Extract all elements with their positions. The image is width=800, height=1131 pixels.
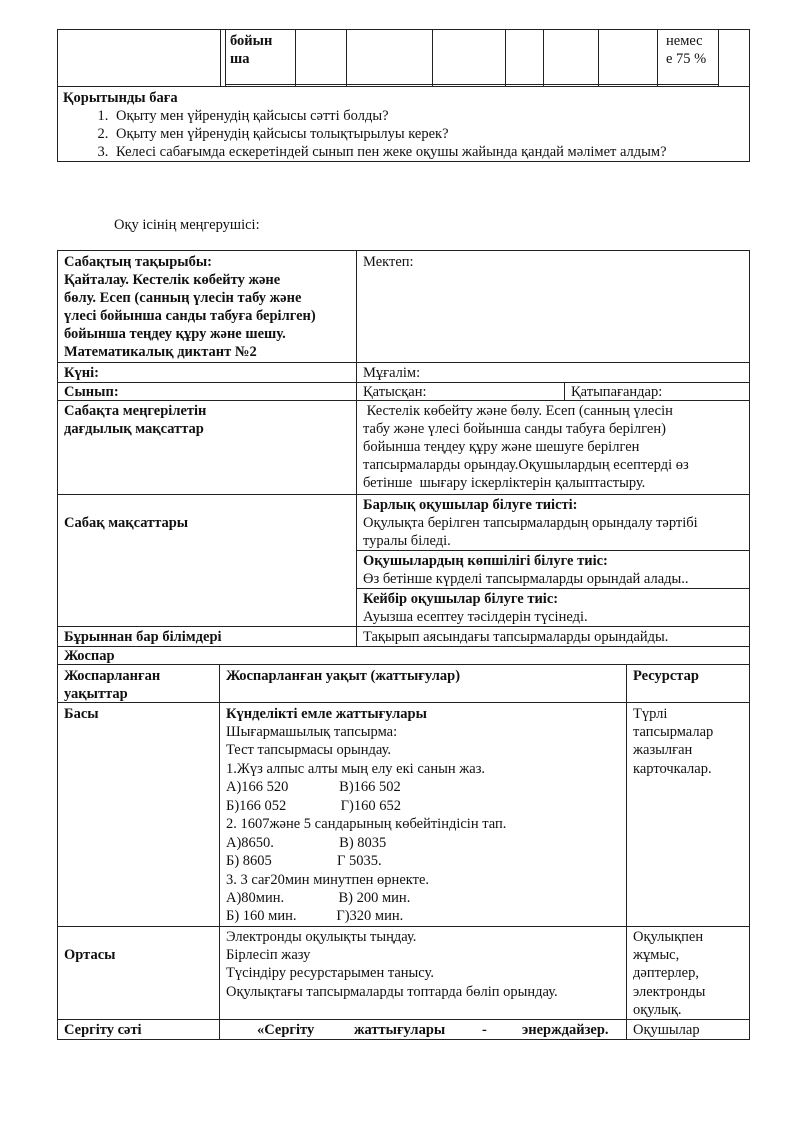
plan-col-exercises: Жоспарланған уақыт (жаттығулар) [226, 668, 461, 684]
topic-line: бойынша теңдеу құру және шешу. [64, 326, 286, 342]
goals-some-title: Кейбір оқушылар білуге тиіс: [363, 591, 559, 607]
start-line: А)8650. В) 8035 [226, 835, 387, 851]
skills-line: бойынша теңдеу құру және шешуге берілген [363, 439, 640, 455]
mid-line: Бірлесіп жазу [226, 947, 311, 963]
goals-all-title: Барлық оқушылар білуге тиісті: [363, 497, 578, 513]
topic-line: Математикалық диктант №2 [64, 344, 257, 360]
top-cell-or: немес е 75 % [666, 33, 707, 67]
reflection-item: 3. Келесі сабағымда ескеретіндей сынып пен жеке оқушы жайында қандай мәлімет алдым? [112, 143, 800, 161]
plan-title: Жоспар [64, 648, 115, 664]
mid-line: Оқулықтағы тапсырмаларды топтарда бөліп орындау. [226, 984, 558, 1000]
start-line: А)80мин. В) 200 мин. [226, 890, 411, 906]
skills-line: бетінше шығару іскерліктерін қалыптастыру. [363, 475, 646, 491]
start-title: Күнделікті емле жаттығулары [226, 706, 427, 722]
mid-resource: Оқулықпен [633, 929, 704, 945]
mid-label: Ортасы [64, 947, 116, 963]
skills-label: Сабақта меңгерілетін [64, 403, 207, 419]
top-cell-by: бойын ша [230, 33, 273, 67]
mid-line: Түсіндіру ресурстарымен танысу. [226, 965, 434, 981]
goals-all-line: Оқулықта берілген тапсырмалардың орындалу тәртібі [363, 515, 698, 531]
start-line: Б) 160 мин. Г)320 мин. [226, 908, 404, 924]
absent-label: Қатыпағандар: [571, 384, 663, 400]
day-label: Күні: [64, 365, 99, 381]
plan-col-time: Жоспарланған [64, 668, 161, 684]
start-line: А)166 520 В)166 502 [226, 779, 401, 795]
reflection-item: 1. Оқыту мен үйренудің қайсысы сәтті болды? [112, 107, 800, 125]
topic-line: Қайталау. Кестелік көбейту және [64, 272, 281, 288]
reflection-list [58, 107, 800, 161]
topic-line: үлесі бойынша санды табуға берілген) [64, 308, 316, 324]
break-resource: Оқушылар [633, 1022, 700, 1038]
start-line: 1.Жүз алпыс алты мың елу екі санын жаз. [226, 761, 486, 777]
start-line: Тест тапсырмасы орындау. [226, 742, 392, 758]
goals-most-text: Өз бетінше күрделі тапсырмаларды орындай алады.. [363, 571, 689, 587]
start-line: Б) 8605 Г 5035. [226, 853, 382, 869]
head-of-study-signature: Оқу ісінің меңгерушісі: [114, 217, 260, 233]
break-word: жаттығулары [354, 1022, 446, 1038]
reflection-title: Қорытынды баға [63, 90, 178, 106]
start-resource: Түрлі [633, 706, 668, 722]
start-line: 2. 1607және 5 сандарының көбейтіндісін тап. [226, 816, 507, 832]
start-line: 3. 3 сағ20мин минутпен өрнекте. [226, 872, 429, 888]
school-label: Мектеп: [363, 254, 414, 270]
skills-line: тапсырмаларды орындау.Оқушылардың есептерді өз [363, 457, 689, 473]
prior-label: Бұрыннан бар білімдері [64, 629, 222, 645]
mid-resource: электронды [633, 984, 706, 1000]
class-label: Сынып: [64, 384, 119, 400]
goals-most-title: Оқушылардың көпшілігі білуге тиіс: [363, 553, 608, 569]
mid-line: Электронды оқулықты тыңдау. [226, 929, 417, 945]
plan-col-time: уақыттар [64, 686, 128, 702]
start-resource: тапсырмалар [633, 724, 714, 740]
prior-text: Тақырып аясындағы тапсырмаларды орындайды. [363, 629, 669, 645]
goals-all-line: туралы біледі. [363, 533, 451, 549]
start-line: Шығармашылық тапсырма: [226, 724, 398, 740]
topic-line: бөлу. Есеп (санның үлесін табу және [64, 290, 302, 306]
goals-label: Сабақ мақсаттары [64, 515, 189, 531]
topic-label: Сабақтың тақырыбы: [64, 254, 213, 270]
start-resource: карточкалар. [633, 761, 712, 777]
break-word: «Сергіту [257, 1022, 315, 1038]
mid-resource: оқулық. [633, 1002, 682, 1018]
goals-some-text: Ауызша есептеу тәсілдерін түсінеді. [363, 609, 588, 625]
plan-col-resources: Ресурстар [633, 668, 699, 684]
start-line: Б)166 052 Г)160 652 [226, 798, 401, 814]
teacher-label: Мұғалім: [363, 365, 421, 381]
start-label: Басы [64, 706, 99, 722]
mid-resource: дәптерлер, [633, 965, 699, 981]
reflection-item: 2. Оқыту мен үйренудің қайсысы толықтырылуы керек? [112, 125, 800, 143]
break-label: Сергіту сәті [64, 1022, 142, 1038]
start-resource: жазылған [633, 742, 693, 758]
present-label: Қатысқан: [363, 384, 427, 400]
skills-line: табу және үлесі бойынша санды табуға берілген) [363, 421, 666, 437]
break-word: - [482, 1022, 487, 1038]
mid-resource: жұмыс, [633, 947, 680, 963]
break-word: энерждайзер. [522, 1022, 609, 1038]
skills-label: дағдылық мақсаттар [64, 421, 204, 437]
skills-line: Кестелік көбейту және бөлу. Есеп (санның үлесін [363, 403, 673, 419]
